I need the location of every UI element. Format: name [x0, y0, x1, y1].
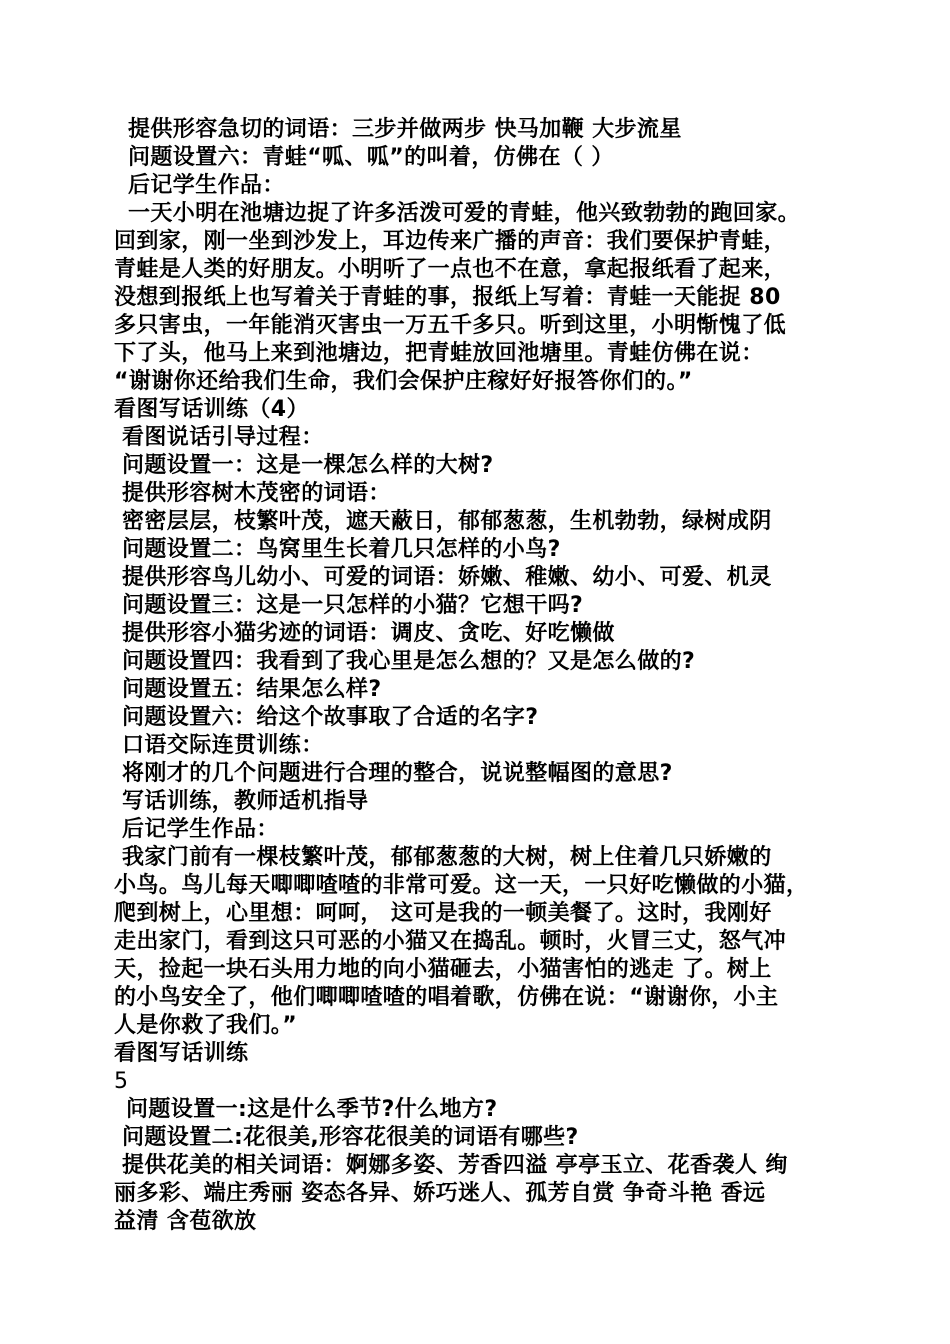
text-line: 问题设置三：这是一只怎样的小猫？它想干吗? [122, 593, 584, 618]
text-line: 问题设置一:这是什么季节?什么地方? [126, 1097, 498, 1122]
section-heading: 看图写话训练（4） [114, 397, 309, 422]
text-line: 看图说话引导过程： [122, 425, 324, 450]
section-number: 5 [114, 1069, 129, 1094]
text-line: 问题设置六：给这个故事取了合适的名字? [122, 705, 539, 730]
text-line: 问题设置二:花很美,形容花很美的词语有哪些? [122, 1125, 579, 1150]
text-line: 一天小明在池塘边捉了许多活泼可爱的青蛙，他兴致勃勃的跑回家。 [128, 201, 801, 226]
text-line: 后记学生作品： [122, 817, 279, 842]
text-line: 天，捡起一块石头用力地的向小猫砸去，小猫害怕的逃走 了。树上 [114, 957, 772, 982]
text-line: 人是你救了我们。” [114, 1013, 298, 1038]
document-body [114, 116, 850, 1236]
text-line: 提供花美的相关词语：婀娜多姿、芳香四溢 亭亭玉立、花香袭人 绚 [122, 1153, 788, 1178]
text-line: 写话训练，教师适机指导 [122, 789, 369, 814]
text-line: 下了头，他马上来到池塘边，把青蛙放回池塘里。青蛙仿佛在说： [114, 341, 764, 366]
text-line: 多只害虫，一年能消灭害虫一万五千多只。听到这里，小明惭愧了低 [114, 313, 787, 338]
text-line: 口语交际连贯训练： [122, 733, 324, 758]
text-line: 爬到树上，心里想：呵呵， 这可是我的一顿美餐了。这时，我刚好 [114, 901, 772, 926]
text-line: 青蛙是人类的好朋友。小明听了一点也不在意，拿起报纸看了起来， [114, 257, 787, 282]
text-line: 问题设置二：鸟窝里生长着几只怎样的小鸟? [122, 537, 561, 562]
text-line: 小鸟。鸟儿每天唧唧喳喳的非常可爱。这一天，一只好吃懒做的小猫， [114, 873, 809, 898]
text-line: 提供形容急切的词语：三步并做两步 快马加鞭 大步流星 [128, 117, 682, 142]
text-line: 密密层层，枝繁叶茂，遮天蔽日，郁郁葱葱，生机勃勃，绿树成阴 [122, 509, 772, 534]
text-line: 的小鸟安全了，他们唧唧喳喳的唱着歌，仿佛在说：“谢谢你，小主 [114, 985, 779, 1010]
text-line: “谢谢你还给我们生命，我们会保护庄稼好好报答你们的。” [114, 369, 693, 394]
text-line: 问题设置六：青蛙“呱、呱”的叫着，仿佛在（ ） [128, 145, 614, 170]
text-line: 提供形容鸟儿幼小、可爱的词语：娇嫩、稚嫩、幼小、可爱、机灵 [122, 565, 772, 590]
section-heading: 看图写话训练 [114, 1041, 249, 1066]
text-line: 我家门前有一棵枝繁叶茂，郁郁葱葱的大树，树上住着几只娇嫩的 [122, 845, 772, 870]
text-line: 回到家，刚一坐到沙发上，耳边传来广播的声音：我们要保护青蛙， [114, 229, 787, 254]
text-line: 问题设置四：我看到了我心里是怎么想的？又是怎么做的? [122, 649, 696, 674]
text-line: 丽多彩、端庄秀丽 姿态各异、娇巧迷人、孤芳自赏 争奇斗艳 香远 [114, 1181, 766, 1206]
text-line: 益清 含苞欲放 [114, 1209, 257, 1234]
text-line: 后记学生作品： [128, 173, 285, 198]
text-line: 问题设置五：结果怎么样? [122, 677, 382, 702]
text-line: 提供形容小猫劣迹的词语：调皮、贪吃、好吃懒做 [122, 621, 615, 646]
text-line: 走出家门，看到这只可恶的小猫又在捣乱。顿时，火冒三丈，怒气冲 [114, 929, 787, 954]
text-line: 将刚才的几个问题进行合理的整合，说说整幅图的意思? [122, 761, 673, 786]
text-line: 提供形容树木茂密的词语： [122, 481, 391, 506]
text-line: 没想到报纸上也写着关于青蛙的事，报纸上写着：青蛙一天能捉 80 [114, 285, 781, 310]
text-line: 问题设置一：这是一棵怎么样的大树? [122, 453, 494, 478]
